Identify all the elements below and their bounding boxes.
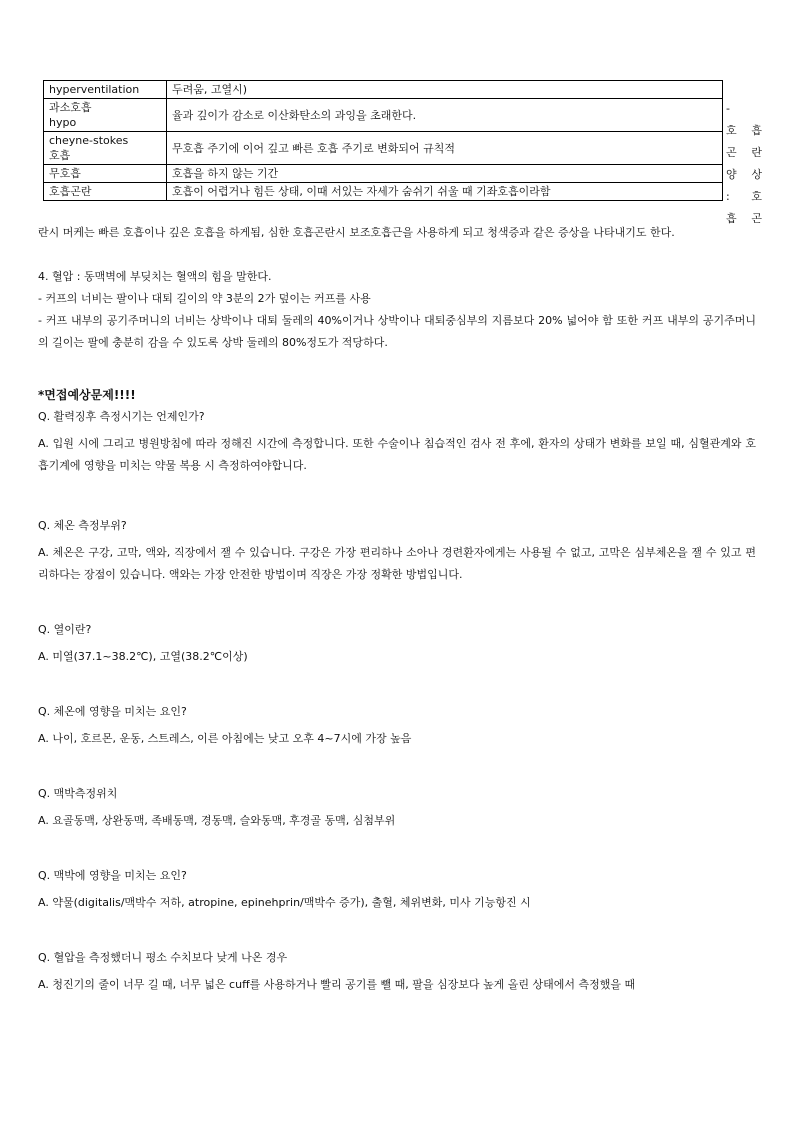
- question-text: Q. 열이란?: [38, 623, 92, 636]
- side-text-line: 양 상: [726, 168, 762, 181]
- bp-title: 4. 혈압 : 동맥벽에 부딪치는 혈액의 힘을 말한다.: [38, 270, 272, 283]
- answer-text: A. 약물(digitalis/맥박수 저하, atropine, epinehprin/맥박수 증가), 출혈, 체위변화, 미사 기능항진 시: [38, 896, 531, 909]
- table-cell-desc: 호흡이 어렵거나 힘든 상태, 이때 서있는 자세가 숨쉬기 쉬울 때 기좌호흡이라함: [167, 183, 723, 201]
- answer-text: A. 청진기의 줄이 너무 길 때, 너무 넓은 cuff를 사용하거나 빨리 공기를 뺄 때, 팔을 심장보다 높게 올린 상태에서 측정했을 때: [38, 978, 636, 991]
- table-cell-desc: 율과 깊이가 감소로 이산화탄소의 과잉을 초래한다.: [167, 99, 723, 132]
- bp-line: - 커프 내부의 공기주머니의 너비는 상박이나 대퇴 둘레의 40%이거나 상박이나 대퇴중심부의 지름보다 20% 넓어야 함 또한 커프 내부의 공기주머니의 길이는 팔에 충분히 감을 수 있도록 상박 둘레의 80%정도가 적당하다.: [38, 314, 756, 349]
- side-text-column: [726, 98, 762, 230]
- question-text: Q. 체온 측정부위?: [38, 519, 127, 532]
- table-cell-term: 호흡곤란: [44, 183, 167, 201]
- question-text: Q. 맥박에 영향을 미치는 요인?: [38, 869, 187, 882]
- table-cell-term: hyperventilation: [44, 81, 167, 99]
- table-cell-desc: 무호흡 주기에 이어 깊고 빠른 호흡 주기로 변화되어 규칙적: [167, 132, 723, 165]
- answer-text: A. 미열(37.1~38.2℃), 고열(38.2℃이상): [38, 650, 248, 663]
- table-cell-desc: 두려움, 고열시): [167, 81, 723, 99]
- question-text: Q. 맥박측정위치: [38, 787, 118, 800]
- respiration-table: [43, 80, 723, 201]
- answer-text: A. 체온은 구강, 고막, 액와, 직장에서 잴 수 있습니다. 구강은 가장 편리하나 소아나 경련환자에게는 사용될 수 없고, 고막은 심부체온을 잴 수 있고 편리하다는 장점이 있습니다. 액와는 가장 안전한 방법이며 직장은 가장 정확한 방법입니다.: [38, 546, 756, 581]
- answer-text: A. 입원 시에 그리고 병원방침에 따라 정해진 시간에 측정합니다. 또한 수술이나 침습적인 검사 전 후에, 환자의 상태가 변화를 보일 때, 심혈관계와 호흡기계에 영향을 미치는 약물 복용 시 측정하여야합니다.: [38, 437, 756, 472]
- table-row: [44, 81, 723, 99]
- table-cell-term: 과소호흡 hypo: [44, 99, 167, 132]
- question-text: Q. 체온에 영향을 미치는 요인?: [38, 705, 187, 718]
- document-body: [38, 222, 756, 996]
- table-cell-desc: 호흡을 하지 않는 기간: [167, 165, 723, 183]
- table-row: [44, 132, 723, 165]
- side-text-line: -: [726, 102, 730, 115]
- paragraph-continuation: 란시 머케는 빠른 호흡이나 깊은 호흡을 하게됨, 심한 호흡곤란시 보조호흡근을 사용하게 되고 청색증과 같은 증상을 나타내기도 한다.: [38, 226, 675, 239]
- answer-text: A. 요골동맥, 상완동맥, 족배동맥, 경동맥, 슬와동맥, 후경골 동맥, 심첨부위: [38, 814, 396, 827]
- table-row: [44, 183, 723, 201]
- bp-line: - 커프의 너비는 팔이나 대퇴 길이의 약 3분의 2가 덮이는 커프를 사용: [38, 292, 371, 305]
- side-text-line: 곤 란: [726, 146, 762, 159]
- table-cell-term: cheyne-stokes 호흡: [44, 132, 167, 165]
- side-text-line: : 호: [726, 190, 762, 203]
- table-row: [44, 99, 723, 132]
- answer-text: A. 나이, 호르몬, 운동, 스트레스, 이른 아침에는 낮고 오후 4~7시에 가장 높음: [38, 732, 412, 745]
- side-text-line: 흡 곤: [726, 212, 762, 225]
- table-row: [44, 165, 723, 183]
- table-cell-term: 무호흡: [44, 165, 167, 183]
- interview-heading: *면접예상문제!!!!: [38, 388, 136, 402]
- side-text-line: 호 흡: [726, 124, 762, 137]
- question-text: Q. 활력징후 측정시기는 언제인가?: [38, 410, 205, 423]
- question-text: Q. 혈압을 측정했더니 평소 수치보다 낮게 나온 경우: [38, 951, 288, 964]
